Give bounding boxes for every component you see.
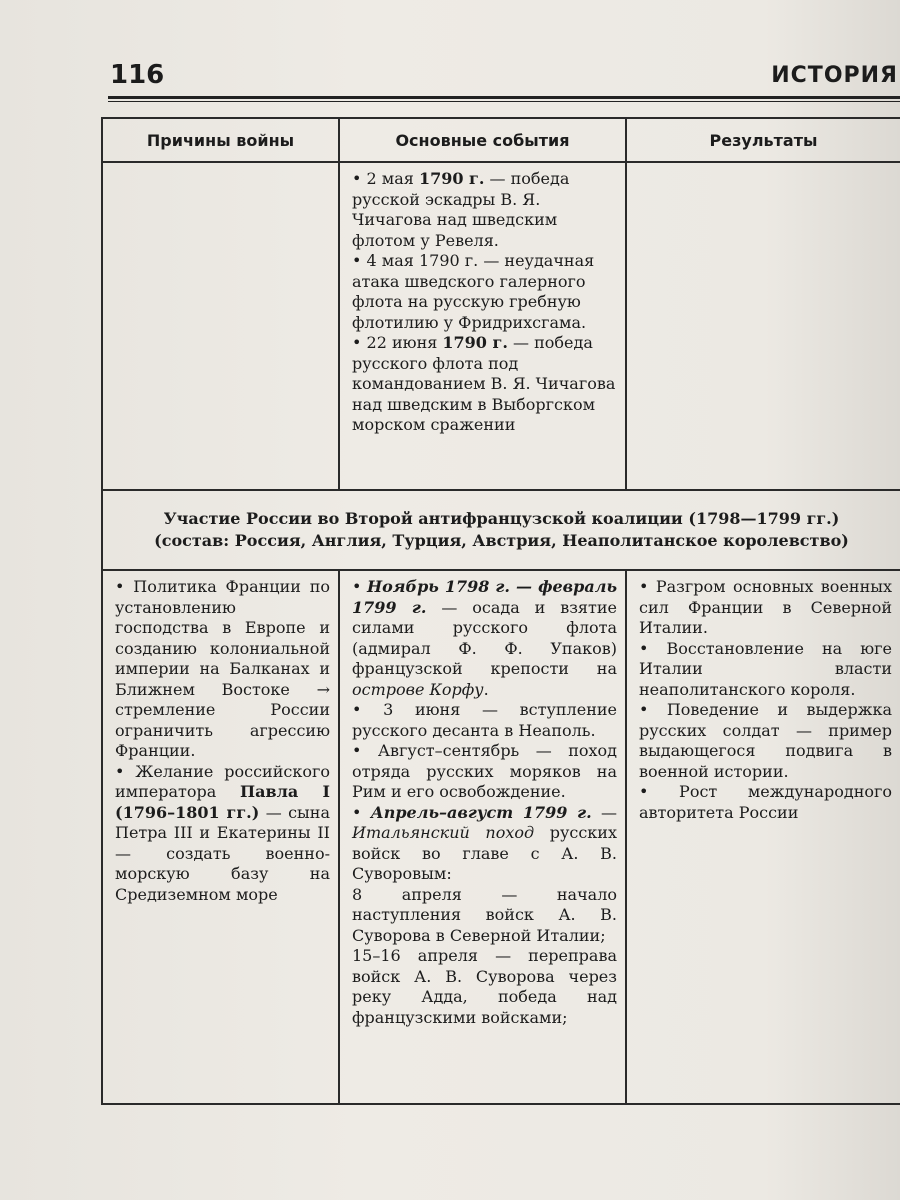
- column-header-results: Результаты: [626, 118, 900, 162]
- cause-item: • Политика Франции по установлению господства в Европе и созданию колониальной империи на Балканах и Ближнем Востоке → стремление России ограничить агрессию Франции.: [115, 577, 330, 762]
- result-item: • Поведение и выдержка русских солдат — пример выдающегося подвига в военной истории.: [639, 700, 892, 782]
- event-item: • 4 мая 1790 г. — неудачная атака шведского галерного флота на русскую гребную флотилию у Фридрихсгама.: [352, 251, 595, 332]
- table-row-1790: [102, 162, 900, 490]
- banner-title: Участие России во Второй антифранцузской коалиции (1798—1799 гг.): [163, 509, 840, 528]
- event-item: • Ноябрь 1798 г. — февраль 1799 г. — осада и взятие силами русского флота (адмирал Ф. Ф. Упаков) французской крепости на острове Корфу.: [352, 577, 617, 700]
- section-title: ИСТОРИЯ: [771, 63, 898, 88]
- result-item: • Разгром основных военных сил Франции в Северной Италии.: [639, 577, 892, 639]
- table-row-coalition: [102, 570, 900, 1104]
- events-cell-1790: [339, 162, 626, 490]
- event-item: • 3 июня — вступление русского десанта в Неаполь.: [352, 700, 617, 741]
- causes-cell-1790: [102, 162, 339, 490]
- page-number: 116: [110, 60, 165, 90]
- result-item: • Рост международного авторитета России: [639, 782, 892, 823]
- causes-cell-coalition: [102, 570, 339, 1104]
- header-rule: [108, 96, 900, 99]
- events-cell-coalition: [339, 570, 626, 1104]
- results-cell-1790: [626, 162, 900, 490]
- results-cell-coalition: [626, 570, 900, 1104]
- event-item: • 2 мая 1790 г. — победа русской эскадры В. Я. Чичагова над шведским флотом у Ревеля.: [352, 169, 570, 250]
- event-subitem: 15–16 апреля — переправа войск А. В. Суворова через реку Адда, победа над французскими войсками;: [352, 946, 617, 1027]
- table-header-row: [102, 118, 900, 162]
- event-subitem: 8 апреля — начало наступления войск А. В. Суворова в Северной Италии;: [352, 884, 617, 945]
- coalition-banner: [102, 490, 900, 570]
- column-header-events: Основные события: [339, 118, 626, 162]
- table-row-banner: [102, 490, 900, 570]
- event-item: • Август–сентябрь — поход отряда русских моряков на Рим и его освобождение.: [352, 741, 617, 803]
- column-header-causes: Причины войны: [102, 118, 339, 162]
- banner-subtitle: (состав: Россия, Англия, Турция, Австрия, Неаполитанское королевство): [154, 531, 849, 550]
- event-item: • 22 июня 1790 г. — победа русского флота под командованием В. Я. Чичагова над шведским в Выборгском морском сражении: [352, 333, 616, 434]
- result-item: • Восстановление на юге Италии власти неаполитанского короля.: [639, 639, 892, 701]
- header-rule-thin: [108, 101, 900, 102]
- event-item: • Апрель–август 1799 г. — Итальянский поход русских войск во главе с А. В. Суворовым:: [352, 803, 617, 885]
- history-table: [101, 117, 900, 1105]
- cause-item: • Желание российского императора Павла I (1796–1801 гг.) — сына Петра III и Екатерины II — создать военно-морскую базу на Средиземном море: [115, 762, 330, 906]
